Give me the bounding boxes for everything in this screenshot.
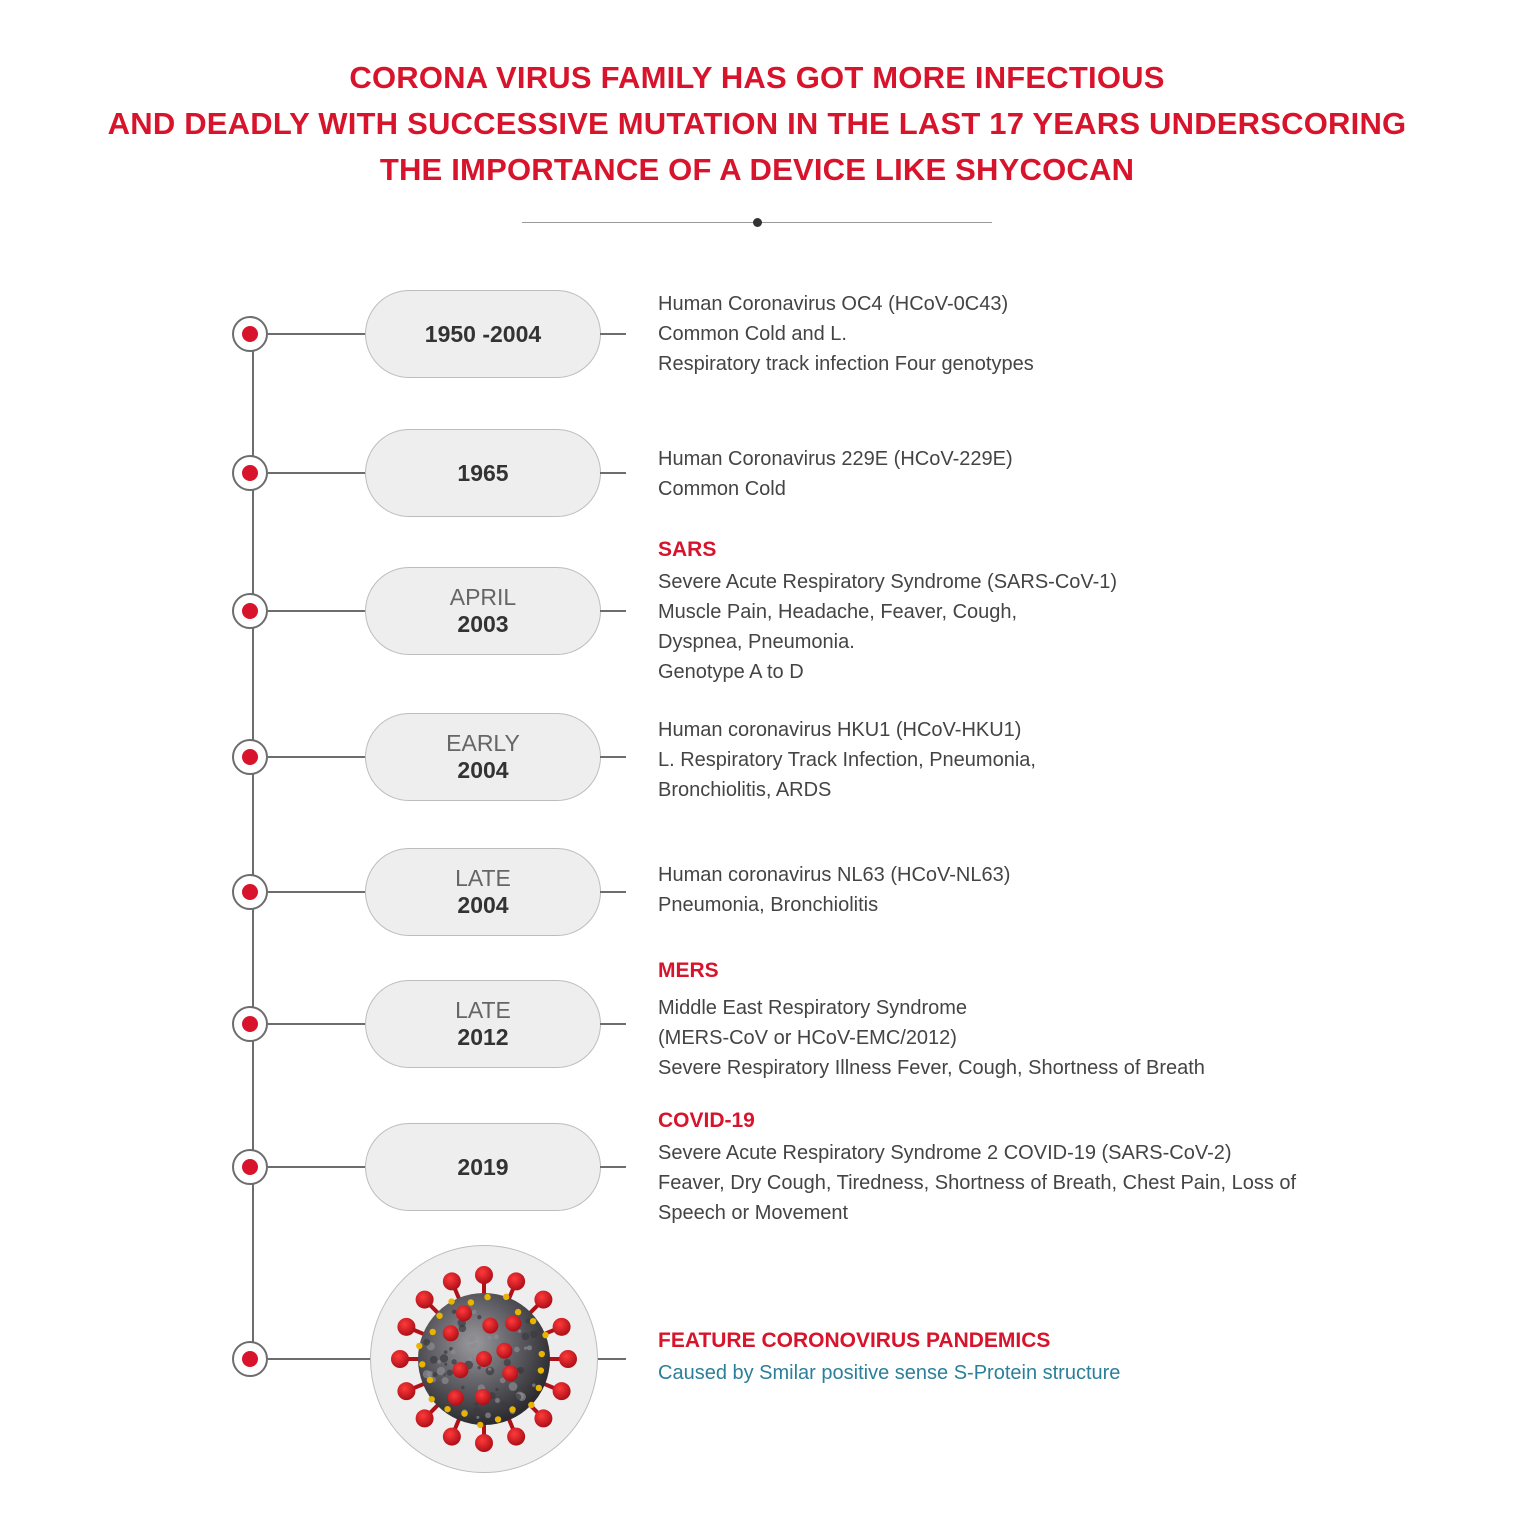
entry-description bbox=[658, 715, 1036, 805]
year-label: 1950 -2004 bbox=[424, 320, 542, 347]
virus-texture bbox=[440, 1354, 448, 1362]
virus-texture bbox=[432, 1372, 437, 1377]
virus-spike-head bbox=[502, 1365, 518, 1381]
connector-line bbox=[268, 891, 366, 893]
virus-texture bbox=[522, 1332, 530, 1340]
virus-spike-head bbox=[475, 1266, 493, 1284]
virus-nub bbox=[515, 1309, 521, 1315]
virus-nub bbox=[427, 1377, 433, 1383]
year-label: 2019 bbox=[457, 1153, 509, 1180]
headline-line-2: AND DEADLY WITH SUCCESSIVE MUTATION IN THE LAST 17 YEARS UNDERSCORING bbox=[107, 106, 1407, 141]
virus-spike-head bbox=[397, 1318, 415, 1336]
description-line: Muscle Pain, Headache, Feaver, Cough, bbox=[658, 601, 1018, 623]
virus-spike-head bbox=[416, 1409, 434, 1427]
virus-spike-head bbox=[397, 1382, 415, 1400]
virus-texture bbox=[461, 1386, 464, 1389]
year-pill bbox=[365, 290, 601, 378]
virus-nub bbox=[484, 1294, 490, 1300]
description-line: Bronchiolitis, ARDS bbox=[658, 779, 832, 801]
entry-title: MERS bbox=[658, 959, 719, 982]
virus-nub bbox=[538, 1367, 544, 1373]
year-pill bbox=[365, 567, 601, 655]
connector-line bbox=[600, 333, 626, 335]
virus-texture bbox=[495, 1388, 498, 1391]
virus-texture bbox=[451, 1349, 456, 1354]
description-line: Human Coronavirus 229E (HCoV-229E) bbox=[658, 448, 1013, 470]
timeline-node bbox=[232, 316, 268, 352]
timeline-node bbox=[232, 1341, 268, 1377]
virus-spike-head bbox=[559, 1350, 577, 1368]
virus-texture bbox=[452, 1310, 456, 1314]
virus-texture bbox=[472, 1310, 477, 1315]
virus-nub bbox=[528, 1402, 534, 1408]
description-line: Common Cold and L. bbox=[658, 323, 847, 345]
virus-spike-head bbox=[507, 1272, 525, 1290]
virus-nub bbox=[461, 1410, 467, 1416]
description-line: (MERS-CoV or HCoV-EMC/2012) bbox=[658, 1027, 957, 1049]
year-label: 1965 bbox=[457, 459, 509, 486]
virus-texture bbox=[515, 1394, 522, 1401]
entry-title: COVID-19 bbox=[658, 1109, 755, 1132]
virus-spike-head bbox=[475, 1434, 493, 1452]
virus-texture bbox=[444, 1350, 448, 1354]
timeline-node bbox=[232, 455, 268, 491]
virus-texture bbox=[509, 1382, 518, 1391]
year-pill bbox=[365, 1123, 601, 1211]
entry-description bbox=[658, 289, 1034, 379]
virus-nub bbox=[429, 1396, 435, 1402]
divider-dot bbox=[753, 218, 762, 227]
virus-texture bbox=[423, 1339, 430, 1346]
virus-texture bbox=[473, 1407, 481, 1415]
virus-texture bbox=[447, 1370, 453, 1376]
year-pill bbox=[365, 848, 601, 936]
description-line: Human Coronavirus OC4 (HCoV-0C43) bbox=[658, 293, 1009, 315]
description-line: Human coronavirus HKU1 (HCoV-HKU1) bbox=[658, 719, 1022, 741]
virus-nub bbox=[448, 1298, 454, 1304]
virus-texture bbox=[477, 1315, 481, 1319]
virus-spike-head bbox=[553, 1382, 571, 1400]
description-line: L. Respiratory Track Infection, Pneumonia, bbox=[658, 749, 1036, 771]
virus-nub bbox=[539, 1351, 545, 1357]
entry-description bbox=[658, 1106, 1296, 1228]
virus-texture bbox=[488, 1336, 492, 1340]
virus-spike-head bbox=[443, 1272, 461, 1290]
virus-texture bbox=[459, 1325, 467, 1333]
description-line: Pneumonia, Bronchiolitis bbox=[658, 894, 879, 916]
virus-nub bbox=[436, 1313, 442, 1319]
connector-line bbox=[268, 472, 366, 474]
virus-spike-head bbox=[416, 1291, 434, 1309]
description-line: Respiratory track infection Four genotypes bbox=[658, 353, 1034, 375]
connector-line bbox=[268, 1023, 366, 1025]
feature-description bbox=[658, 1326, 1120, 1388]
connector-line bbox=[600, 610, 626, 612]
virus-spike-head bbox=[448, 1390, 464, 1406]
virus-nub bbox=[503, 1294, 509, 1300]
virus-nub bbox=[542, 1332, 548, 1338]
description-line: Severe Respiratory Illness Fever, Cough, Shortness of Breath bbox=[658, 1057, 1205, 1079]
virus-nub bbox=[419, 1361, 425, 1367]
period-label: EARLY bbox=[446, 730, 520, 756]
entry-title: SARS bbox=[658, 538, 717, 561]
timeline-node bbox=[232, 739, 268, 775]
description-line: Middle East Respiratory Syndrome bbox=[658, 997, 968, 1019]
page-headline bbox=[0, 55, 1514, 193]
virus-nub bbox=[536, 1385, 542, 1391]
description-line: Dyspnea, Pneumonia. bbox=[658, 631, 855, 653]
feature-title: FEATURE CORONOVIRUS PANDEMICS bbox=[658, 1329, 1051, 1352]
description-line: Severe Acute Respiratory Syndrome 2 COVID-19 (SARS-CoV-2) bbox=[658, 1142, 1232, 1164]
virus-spike-head bbox=[534, 1409, 552, 1427]
virus-nub bbox=[416, 1343, 422, 1349]
virus-spike-head bbox=[505, 1315, 521, 1331]
virus-texture bbox=[442, 1377, 449, 1384]
virus-nub bbox=[495, 1416, 501, 1422]
virus-texture bbox=[518, 1329, 522, 1333]
headline-line-1: CORONA VIRUS FAMILY HAS GOT MORE INFECTIOUS bbox=[349, 60, 1165, 95]
virus-spike-head bbox=[482, 1318, 498, 1334]
connector-line bbox=[268, 333, 366, 335]
coronavirus-icon bbox=[370, 1245, 598, 1473]
connector-line bbox=[268, 1358, 372, 1360]
virus-texture bbox=[504, 1359, 511, 1366]
connector-line bbox=[600, 756, 626, 758]
virus-spike-head bbox=[534, 1291, 552, 1309]
timeline-node bbox=[232, 874, 268, 910]
connector-line bbox=[268, 756, 366, 758]
virus-nub bbox=[444, 1406, 450, 1412]
virus-spike-head bbox=[391, 1350, 409, 1368]
virus-texture bbox=[527, 1345, 532, 1350]
connector-line bbox=[600, 1023, 626, 1025]
virus-texture bbox=[444, 1363, 447, 1366]
entry-description bbox=[658, 444, 1013, 504]
virus-spike-head bbox=[475, 1389, 491, 1405]
connector-line bbox=[268, 610, 366, 612]
virus-spike-head bbox=[443, 1325, 459, 1341]
headline-line-3: THE IMPORTANCE OF A DEVICE LIKE SHYCOCAN bbox=[379, 152, 1135, 187]
virus-texture bbox=[495, 1398, 500, 1403]
virus-spike-head bbox=[456, 1305, 472, 1321]
connector-line bbox=[600, 1166, 626, 1168]
description-line: Feaver, Dry Cough, Tiredness, Shortness of Breath, Chest Pain, Loss of bbox=[658, 1172, 1297, 1194]
connector-line bbox=[600, 472, 626, 474]
timeline-node bbox=[232, 593, 268, 629]
year-label: 2012 bbox=[457, 1024, 509, 1050]
virus-texture bbox=[477, 1366, 480, 1369]
virus-nub bbox=[468, 1299, 474, 1305]
timeline-node bbox=[232, 1149, 268, 1185]
entry-description bbox=[658, 956, 1205, 1083]
virus-texture bbox=[494, 1334, 499, 1339]
virus-texture bbox=[501, 1401, 505, 1405]
description-line: Common Cold bbox=[658, 478, 786, 500]
connector-line bbox=[598, 1358, 626, 1360]
virus-texture bbox=[437, 1367, 445, 1375]
description-line: Speech or Movement bbox=[658, 1202, 849, 1224]
virus-texture bbox=[430, 1356, 438, 1364]
virus-texture bbox=[469, 1344, 474, 1349]
virus-spike-head bbox=[496, 1343, 512, 1359]
year-pill bbox=[365, 980, 601, 1068]
virus-spike-head bbox=[553, 1318, 571, 1336]
virus-nub bbox=[509, 1406, 515, 1412]
description-line: Genotype A to D bbox=[658, 661, 804, 683]
feature-caption: Caused by Smilar positive sense S-Protein structure bbox=[658, 1362, 1121, 1384]
year-label: 2004 bbox=[457, 892, 509, 918]
virus-spike-head bbox=[476, 1351, 492, 1367]
year-pill bbox=[365, 429, 601, 517]
period-label: LATE bbox=[455, 865, 511, 891]
virus-spike-head bbox=[443, 1428, 461, 1446]
virus-spike-head bbox=[507, 1428, 525, 1446]
description-line: Severe Acute Respiratory Syndrome (SARS-CoV-1) bbox=[658, 571, 1118, 593]
virus-texture bbox=[476, 1416, 479, 1419]
connector-line bbox=[268, 1166, 366, 1168]
virus-texture bbox=[530, 1331, 537, 1338]
virus-texture bbox=[514, 1347, 520, 1353]
virus-texture bbox=[485, 1412, 491, 1418]
virus-nub bbox=[530, 1318, 536, 1324]
timeline-node bbox=[232, 1006, 268, 1042]
virus-texture bbox=[524, 1347, 527, 1350]
virus-nub bbox=[477, 1422, 483, 1428]
year-label: 2004 bbox=[457, 757, 509, 783]
year-label: 2003 bbox=[457, 611, 509, 637]
virus-texture bbox=[532, 1383, 535, 1386]
period-label: LATE bbox=[455, 997, 511, 1023]
virus-texture bbox=[488, 1367, 491, 1370]
virus-texture bbox=[468, 1336, 475, 1343]
connector-line bbox=[600, 891, 626, 893]
entry-description bbox=[658, 860, 1010, 920]
period-label: APRIL bbox=[449, 584, 517, 610]
description-line: Human coronavirus NL63 (HCoV-NL63) bbox=[658, 864, 1011, 886]
virus-nub bbox=[430, 1329, 436, 1335]
entry-description bbox=[658, 535, 1117, 687]
coronavirus-icon bbox=[371, 1246, 597, 1472]
year-pill bbox=[365, 713, 601, 801]
virus-spike-head bbox=[452, 1362, 468, 1378]
